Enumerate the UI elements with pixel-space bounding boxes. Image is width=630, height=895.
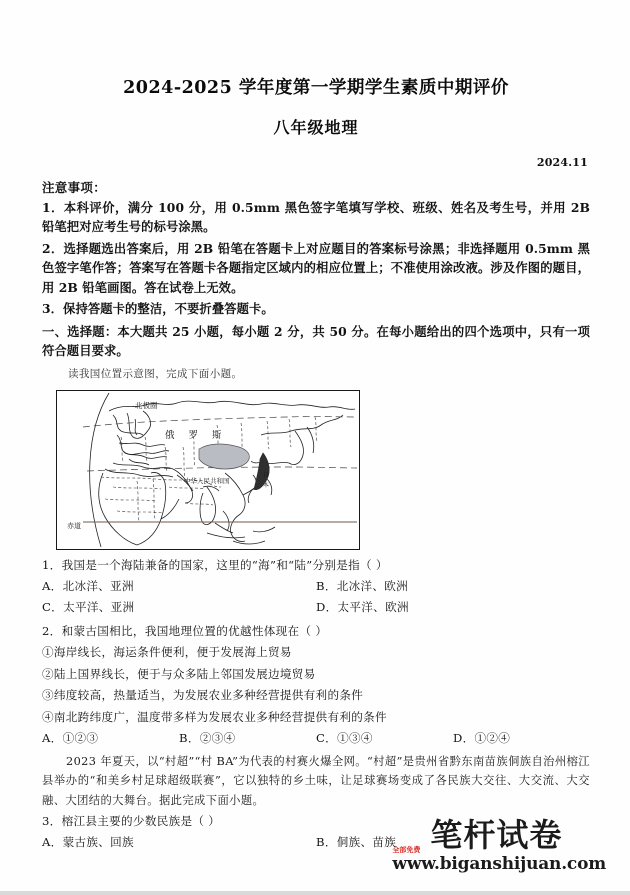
label-russia: 俄罗斯 <box>165 430 236 442</box>
label-china: 中华人民共和国 <box>184 477 230 486</box>
notice-item-1: 1．本科评价，满分 100 分，用 0.5mm 黑色签字笔填写学校、班级、姓名及考生号，并用 2B 铅笔把对应考生号的标号涂黑。 <box>42 200 590 235</box>
option-2d[interactable]: D．①②④ <box>453 731 511 746</box>
option-1c[interactable]: C．太平洋、亚洲 <box>42 599 135 614</box>
map-figure <box>56 390 360 550</box>
notice-item-3: 3．保持答题卡的整洁，不要折叠答题卡。 <box>42 301 274 317</box>
page-subtitle: 八年级地理 <box>273 118 359 137</box>
watermark <box>392 816 606 874</box>
question-1-options-row-1 <box>42 577 590 596</box>
label-equator: 赤道 <box>67 522 81 531</box>
watermark-brand: 笔杆试卷 <box>430 816 563 855</box>
exam-date: 2024.11 <box>536 156 588 169</box>
option-3a[interactable]: A．蒙古族、回族 <box>42 834 134 849</box>
option-1b[interactable]: B．北冰洋、欧洲 <box>316 578 409 593</box>
question-1-options-row-2 <box>42 598 590 617</box>
question-2-statement-4: ④南北跨纬度广，温度带多样为发展农业多种经营提供有利的条件 <box>42 709 387 724</box>
label-arctic-circle: 北极圈 <box>135 401 158 411</box>
option-1a[interactable]: A．北冰洋、亚洲 <box>42 578 134 593</box>
question-2-options-row <box>42 729 590 748</box>
question-1-stem: 1．我国是一个海陆兼备的国家，这里的“海”和“陆”分别是指（ ） <box>42 558 388 573</box>
map-graphic <box>57 391 359 549</box>
page-title: 2024-2025 学年度第一学期学生素质中期评价 <box>123 78 509 98</box>
option-2c[interactable]: C．①③④ <box>316 731 373 746</box>
notice-item-2: 2．选择题选出答案后，用 2B 铅笔在答题卡上对应题目的答案标号涂黑；非选择题用 0.5mm 黑色签字笔作答；答案写在答题卡各题指定区域内的相应位置上；不准使用涂改液。涉及作图的题目，用 2B 铅笔画图。答在试卷上无效。 <box>42 240 590 295</box>
label-japan-2: 本 <box>263 482 270 490</box>
question-2-statement-2: ②陆上国界线长，便于与众多陆上邻国发展边境贸易 <box>42 666 316 681</box>
notice-heading: 注意事项： <box>42 180 107 195</box>
question-2-statement-3: ③纬度较高，热量适当，为发展农业多种经营提供有利的条件 <box>42 688 364 703</box>
question-2-statement-1: ①海岸线长，海运条件便利，便于发展海上贸易 <box>42 645 292 660</box>
option-3b[interactable]: B．侗族、苗族 <box>316 834 397 849</box>
option-2a[interactable]: A．①②③ <box>42 731 99 746</box>
watermark-url: www.biganshijuan.com <box>392 854 606 874</box>
bottom-rule <box>0 891 630 895</box>
page-content <box>42 0 590 852</box>
option-2b[interactable]: B．②③④ <box>179 731 236 746</box>
section-heading-choice: 一、选择题：本大题共 25 小题，每小题 2 分，共 50 分。在每小题给出的四个选项中，只有一项符合题目要求。 <box>42 323 590 358</box>
label-japan: 日 <box>263 472 270 480</box>
mongolia-shape <box>199 444 249 469</box>
material-2-text: 2023 年夏天，以“村超”“村 BA”为代表的村赛火爆全网。“村超”是贵州省黔东南苗族侗族自治州榕江县举办的“和美乡村足球超级联赛”，它以独特的乡土味，让足球赛场变成了各民族大交往、大交流、大交融、大团结的大舞台。据此完成下面小题。 <box>42 754 590 807</box>
watermark-free-tag: 全部免费 <box>392 846 421 854</box>
question-3-stem: 3．榕江县主要的少数民族是（ ） <box>42 814 221 829</box>
material-caption: 读我国位置示意图，完成下面小题。 <box>68 368 243 381</box>
option-1d[interactable]: D．太平洋、欧洲 <box>316 599 409 614</box>
question-2-stem: 2．和蒙古国相比，我国地理位置的优越性体现在（ ） <box>42 624 328 639</box>
